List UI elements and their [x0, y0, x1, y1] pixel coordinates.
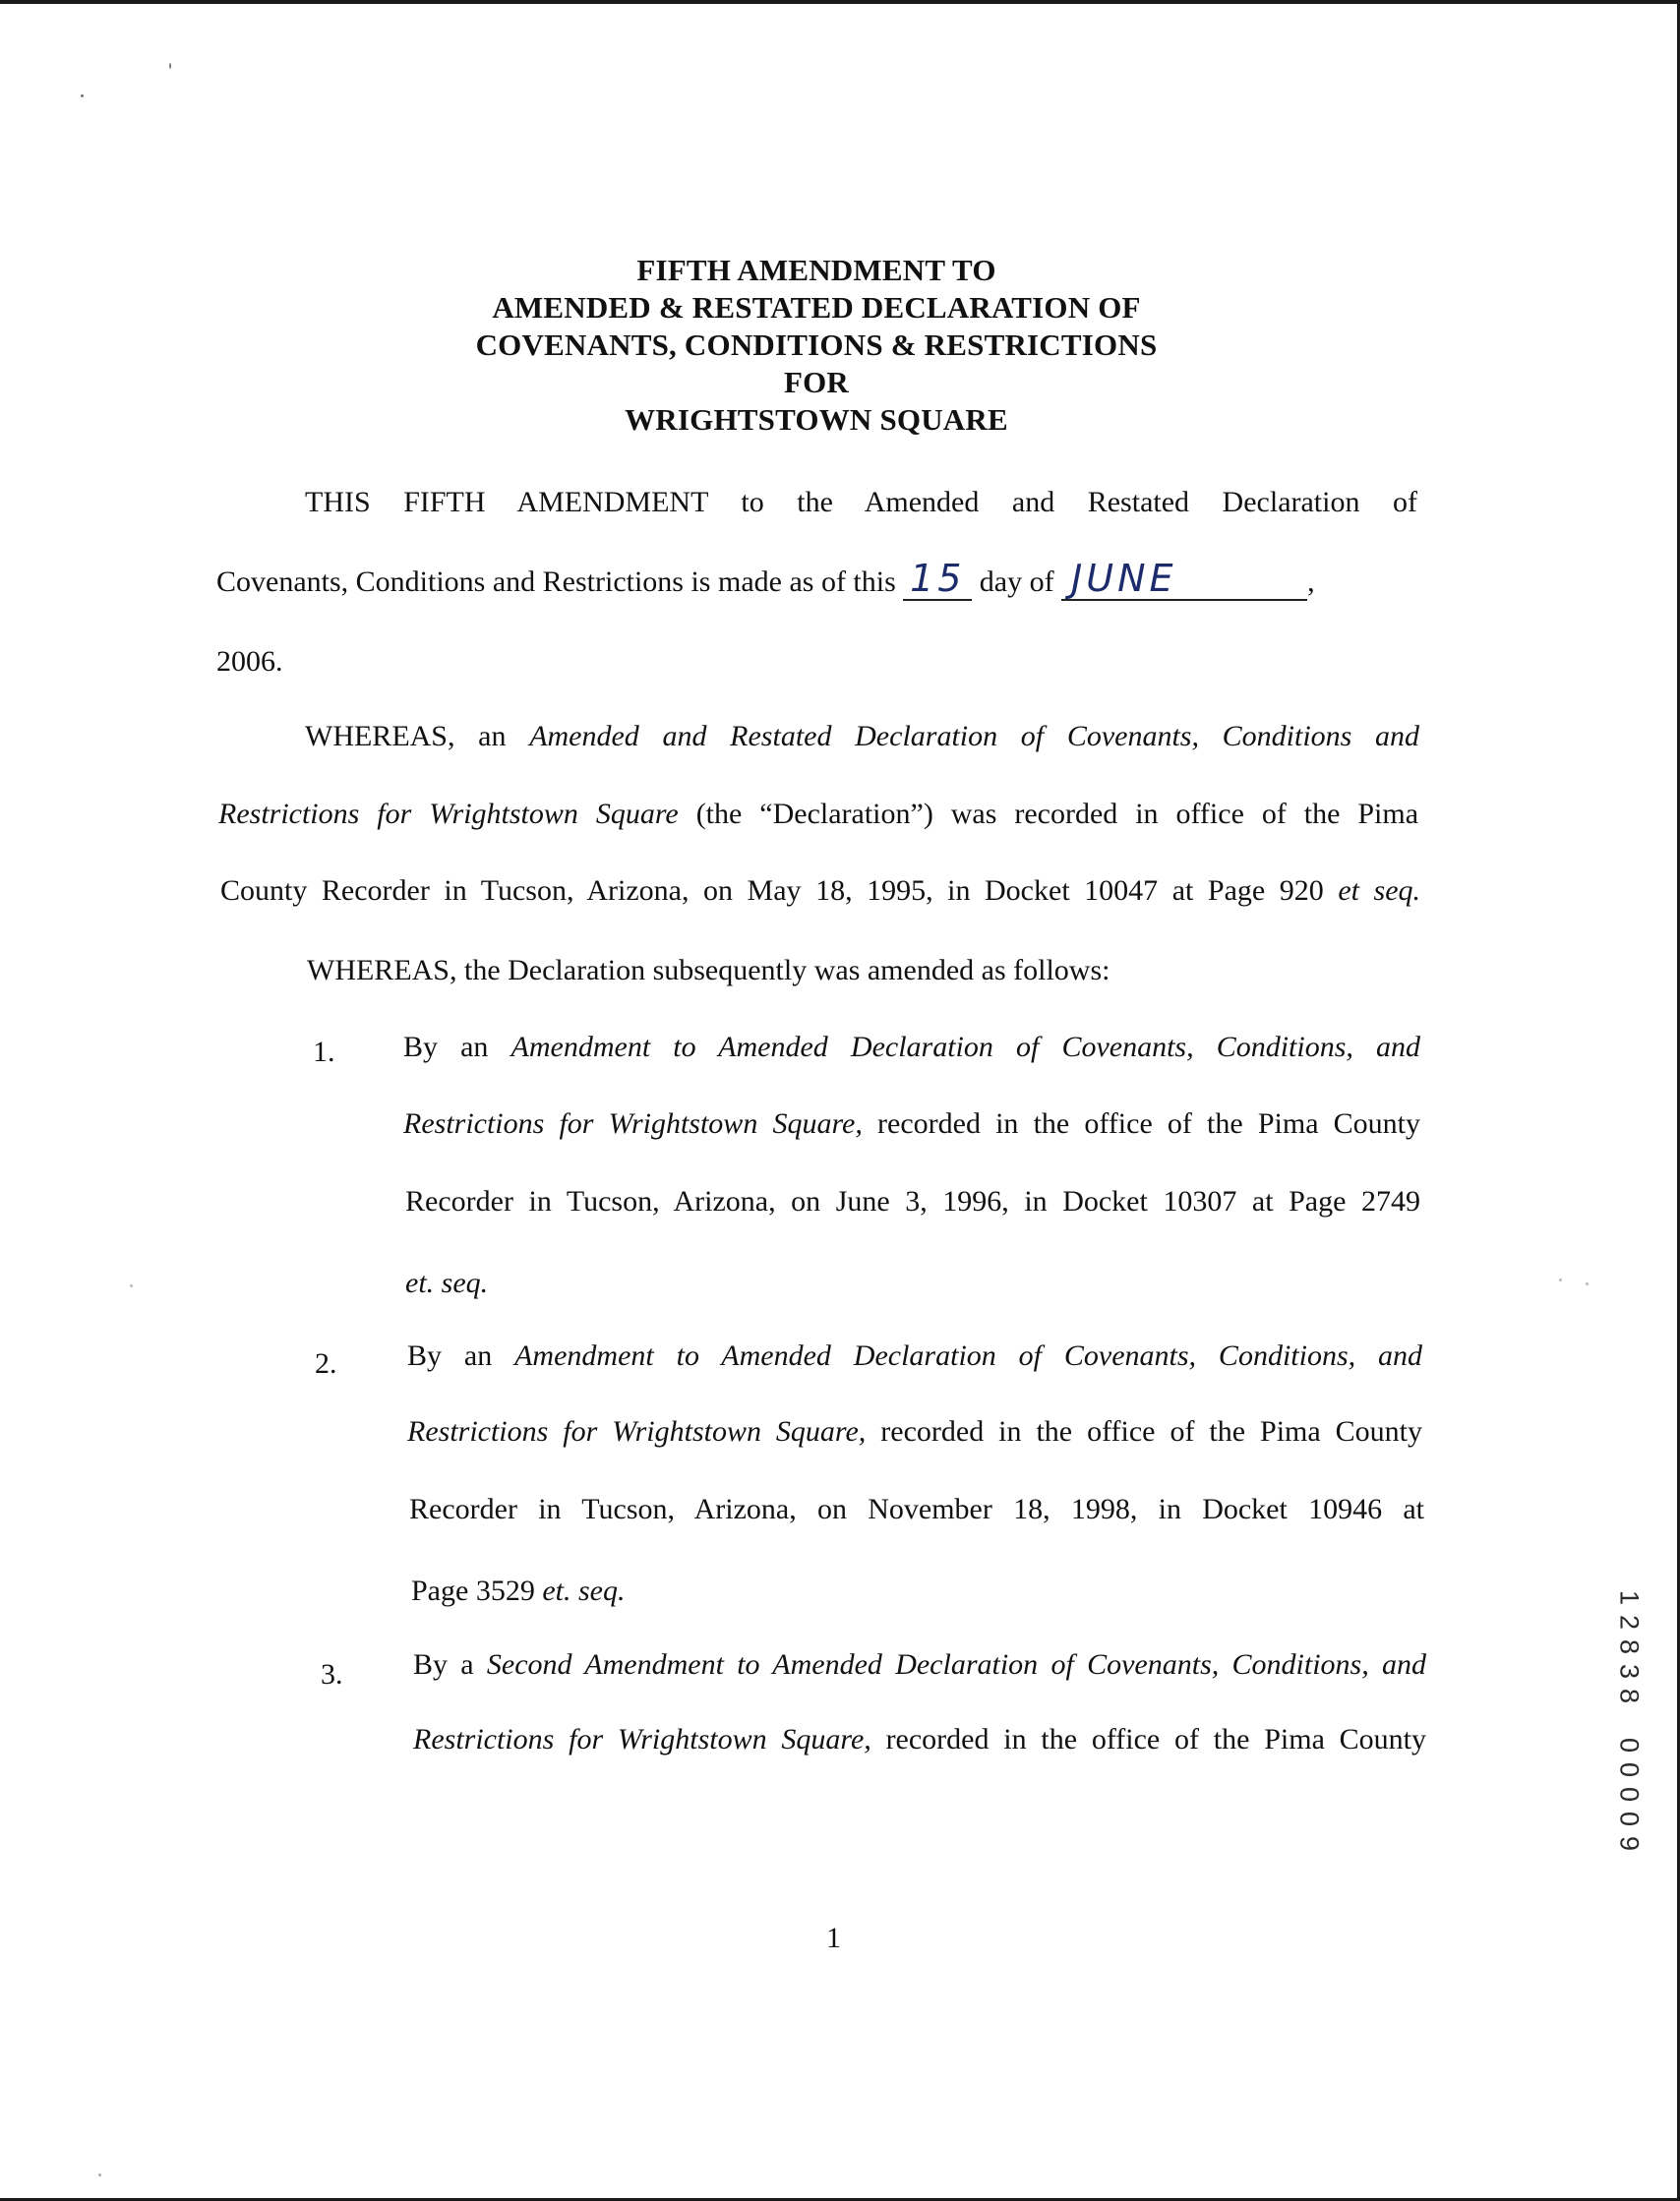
item-3-line-2 — [413, 1721, 1426, 1758]
whereas-1-line-2-text — [218, 796, 1418, 833]
item-1-italic-2: Restrictions for Wrightstown Square, — [403, 1107, 863, 1140]
scan-speck — [1559, 1279, 1562, 1281]
item-2-rest-2: recorded in the office of the Pima County — [880, 1415, 1423, 1448]
item-1-line-1 — [403, 1029, 1420, 1066]
item-1-line-2-text — [403, 1105, 1420, 1143]
title-line-2: AMENDED & RESTATED DECLARATION OF — [492, 290, 1141, 325]
scan-speck — [130, 1284, 133, 1287]
item-1-italic-1: Amendment to Amended Declaration of Covenants, Conditions, and — [510, 1031, 1420, 1063]
whereas-1-lead: WHEREAS, an — [305, 720, 507, 752]
item-2-line-4-italic: et. seq. — [542, 1575, 626, 1607]
whereas-1-line-1-text — [305, 718, 1419, 755]
day-of-text: day of — [979, 565, 1054, 598]
item-2-line-2 — [407, 1413, 1422, 1451]
item-2-line-4 — [411, 1573, 625, 1610]
whereas-1-rest-2: (the “Declaration”) was recorded in office of the Pima — [695, 798, 1419, 830]
whereas-2: WHEREAS, the Declaration subsequently was amended as follows: — [307, 954, 1110, 986]
whereas-1-italic-2: Restrictions for Wrightstown Square — [218, 798, 679, 830]
item-2-number: 2. — [315, 1347, 337, 1380]
whereas-1-line-3-italic: et seq. — [1338, 874, 1421, 907]
whereas-1-line-3 — [220, 872, 1420, 910]
item-2-line-4-main: Page 3529 — [411, 1575, 535, 1607]
item-1-number: 1. — [313, 1036, 335, 1068]
item-1-lead: By an — [403, 1031, 489, 1063]
stamp-glyph: 8 — [1614, 1638, 1645, 1655]
item-2-line-1 — [407, 1338, 1422, 1375]
stamp-glyph: 0 — [1614, 1786, 1645, 1803]
title-line-5: WRIGHTSTOWN SQUARE — [625, 402, 1008, 437]
item-2-italic-2: Restrictions for Wrightstown Square, — [407, 1415, 867, 1448]
item-1-line-2 — [403, 1105, 1420, 1143]
item-3-lead: By a — [413, 1648, 474, 1681]
stamp-glyph: 8 — [1614, 1688, 1645, 1704]
whereas-1-line-3-text — [220, 872, 1420, 910]
item-3-line-2-text — [413, 1721, 1426, 1758]
item-1-line-3-text: Recorder in Tucson, Arizona, on June 3, 1996, in Docket 10307 at Page 2749 — [405, 1185, 1420, 1218]
item-3-italic-1: Second Amendment to Amended Declaration of Covenants, Conditions, and — [486, 1648, 1427, 1681]
handwritten-month: JUNE — [1071, 557, 1177, 600]
page-number: 1 — [826, 1922, 841, 1954]
item-2-italic-1: Amendment to Amended Declaration of Covenants, Conditions, and — [514, 1339, 1423, 1372]
scan-speck — [1586, 1282, 1589, 1285]
stamp-glyph: 2 — [1614, 1614, 1645, 1631]
item-2-line-3 — [409, 1491, 1424, 1528]
intro-line-3: 2006. — [216, 645, 283, 678]
scan-speck — [98, 2173, 101, 2176]
whereas-1-line-3-main: County Recorder in Tucson, Arizona, on May 18, 1995, in Docket 10047 at Page 920 — [220, 874, 1324, 907]
title-line-4: FOR — [783, 365, 850, 399]
intro-line-1 — [305, 484, 1417, 521]
scan-speck — [81, 94, 84, 97]
item-1-line-4: et. seq. — [405, 1267, 489, 1299]
whereas-1-italic-1: Amended and Restated Declaration of Covenants, Conditions and — [529, 720, 1420, 752]
item-3-italic-2: Restrictions for Wrightstown Square, — [413, 1723, 871, 1755]
stamp-glyph: 3 — [1614, 1663, 1645, 1680]
month-blank — [1061, 557, 1307, 601]
item-1-line-3 — [405, 1183, 1420, 1220]
stamp-glyph: 0 — [1614, 1761, 1645, 1778]
item-1-rest-2: recorded in the office of the Pima County — [877, 1107, 1421, 1140]
item-3-line-1 — [413, 1646, 1426, 1684]
item-2-line-1-text — [407, 1338, 1422, 1375]
scan-speck — [169, 63, 171, 69]
item-3-line-1-text — [413, 1646, 1426, 1684]
stamp-glyph: 1 — [1614, 1589, 1645, 1606]
recording-stamp — [1609, 1585, 1649, 1856]
document-title — [374, 252, 1259, 439]
handwritten-day: 15 — [910, 557, 966, 600]
intro-line-2 — [216, 557, 1315, 601]
title-line-3: COVENANTS, CONDITIONS & RESTRICTIONS — [475, 327, 1158, 362]
title-line-1: FIFTH AMENDMENT TO — [636, 253, 996, 287]
stamp-glyph: 0 — [1614, 1737, 1645, 1754]
item-2-line-3-text: Recorder in Tucson, Arizona, on November 18, 1998, in Docket 10946 at — [409, 1493, 1424, 1525]
item-1-line-1-text — [403, 1029, 1420, 1066]
item-3-number: 3. — [321, 1658, 343, 1691]
stamp-glyph: 0 — [1614, 1811, 1645, 1827]
whereas-1-line-2 — [218, 796, 1418, 833]
item-2-line-2-text — [407, 1413, 1422, 1451]
intro-line-2-text: Covenants, Conditions and Restrictions is made as of this — [216, 565, 896, 598]
item-2-lead: By an — [407, 1339, 493, 1372]
intro-line-1-text: THIS FIFTH AMENDMENT to the Amended and Restated Declaration of — [305, 486, 1417, 518]
intro-comma: , — [1307, 565, 1315, 598]
whereas-1-line-1 — [305, 718, 1419, 755]
stamp-glyph: 9 — [1614, 1835, 1645, 1852]
day-blank — [903, 557, 972, 601]
item-3-rest-2: recorded in the office of the Pima County — [885, 1723, 1427, 1755]
